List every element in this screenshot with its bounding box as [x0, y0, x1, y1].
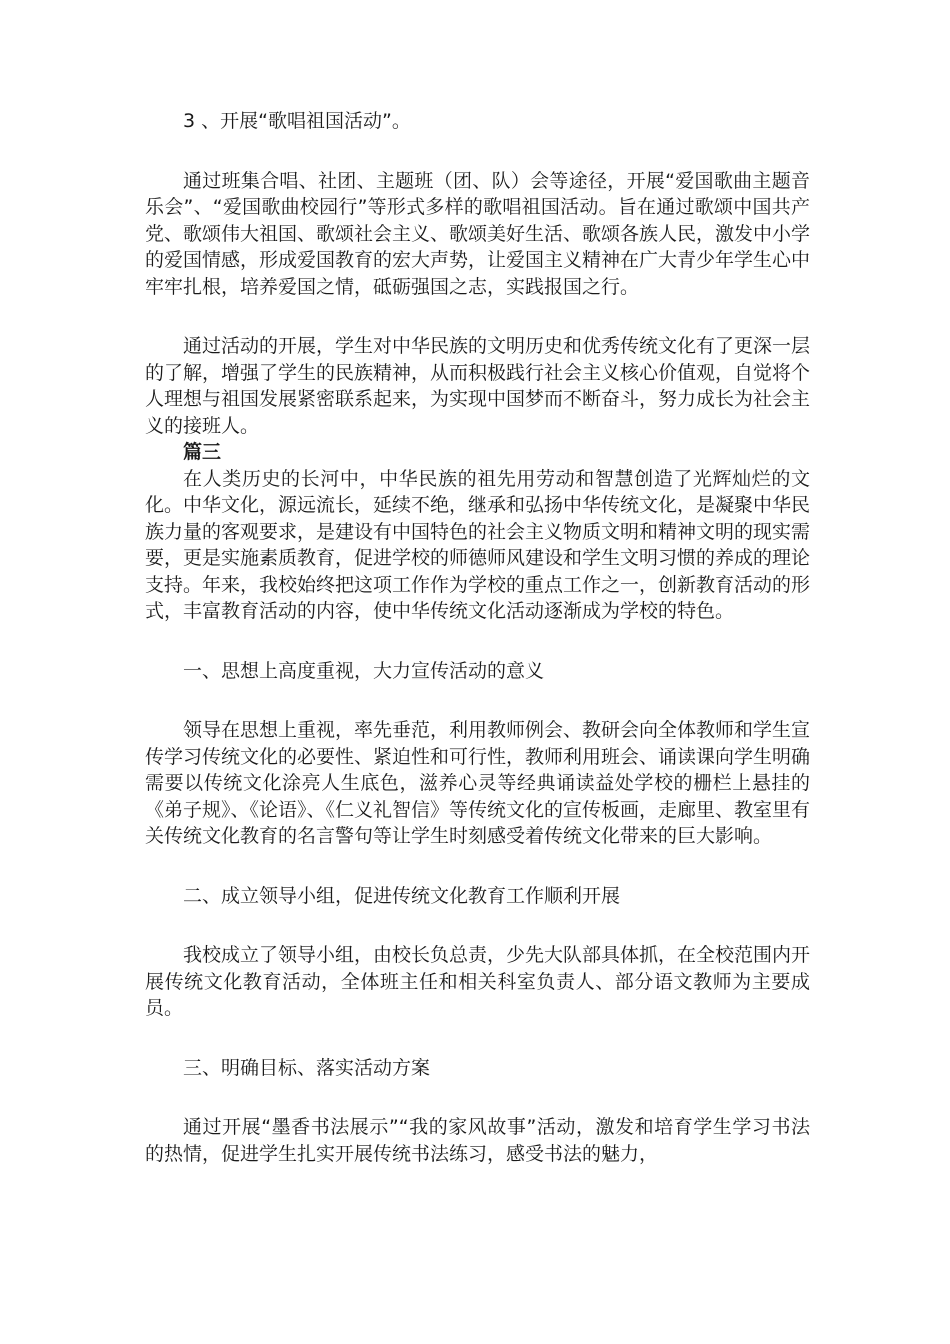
point2-body: 我校成立了领导小组，由校长负总责，少先大队部具体抓，在全校范围内开展传统文化教育活动，全体班主任和相关科室负责人、部分语文教师为主要成员。 — [145, 944, 811, 1019]
item3-title: 3 、开展“歌唱祖国活动”。 — [183, 110, 411, 132]
point1-body: 领导在思想上重视，率先垂范，利用教师例会、教研会向全体教师和学生宣传学习传统文化的必要性、紧迫性和可行性，教师利用班会、诵读课向学生明确需要以传统文化涂亮人生底色，滋养心灵等经典诵读益处学校的栅栏上悬挂的《弟子规》、《论语》、《仁义礼智信》等传统文化的宣传板画，走廊里、教室里有关传统文化教育的名言警句等让学生时刻感受着传统文化带来的巨大影响。 — [145, 719, 811, 847]
paragraph-singing-activity: 通过班集合唱、社团、主题班（团、队）会等途径，开展“爱国歌曲主题音乐会”、“爱国歌曲校园行”等形式多样的歌唱祖国活动。旨在通过歌颂中国共产党、歌颂伟大祖国、歌颂社会主义、歌颂美好生活、歌颂各族人民，激发中小学的爱国情感，形成爱国教育的宏大声势，让爱国主义精神在广大青少年学生心中牢牢扎根，培养爱国之情，砥砺强国之志，实践报国之行。 — [145, 169, 811, 298]
paragraph-activity-effect: 通过活动的开展，学生对中华民族的文明历史和优秀传统文化有了更深一层的了解，增强了学生的民族精神，从而积极践行社会主义核心价值观，自觉将个人理想与祖国发展紧密联系起来，为实现中国梦而不断奋斗，努力成长为社会主义的接班人。 — [145, 335, 811, 437]
section-heading: 篇三 — [183, 441, 222, 463]
document-page — [145, 108, 810, 1167]
point2-title: 二、成立领导小组，促进传统文化教育工作顺利开展 — [183, 884, 621, 907]
point3-body: 通过开展“墨香书法展示”“我的家风故事”活动，激发和培育学生学习书法的热情，促进学生扎实开展传统书法练习，感受书法的魅力， — [145, 1116, 810, 1165]
point1-title: 一、思想上高度重视，大力宣传活动的意义 — [183, 659, 545, 682]
point3-title: 三、明确目标、落实活动方案 — [183, 1056, 431, 1079]
paragraph-introduction: 在人类历史的长河中，中华民族的祖先用劳动和智慧创造了光辉灿烂的文化。中华文化，源远流长，延续不绝，继承和弘扬中华传统文化，是凝聚中华民族力量的客观要求，是建设有中国特色的社会主义物质文明和精神文明的现实需要，更是实施素质教育，促进学校的师德师风建设和学生文明习惯的养成的理论支持。年来，我校始终把这项工作作为学校的重点工作之一，创新教育活动的形式，丰富教育活动的内容，使中华传统文化活动逐渐成为学校的特色。 — [145, 467, 811, 622]
